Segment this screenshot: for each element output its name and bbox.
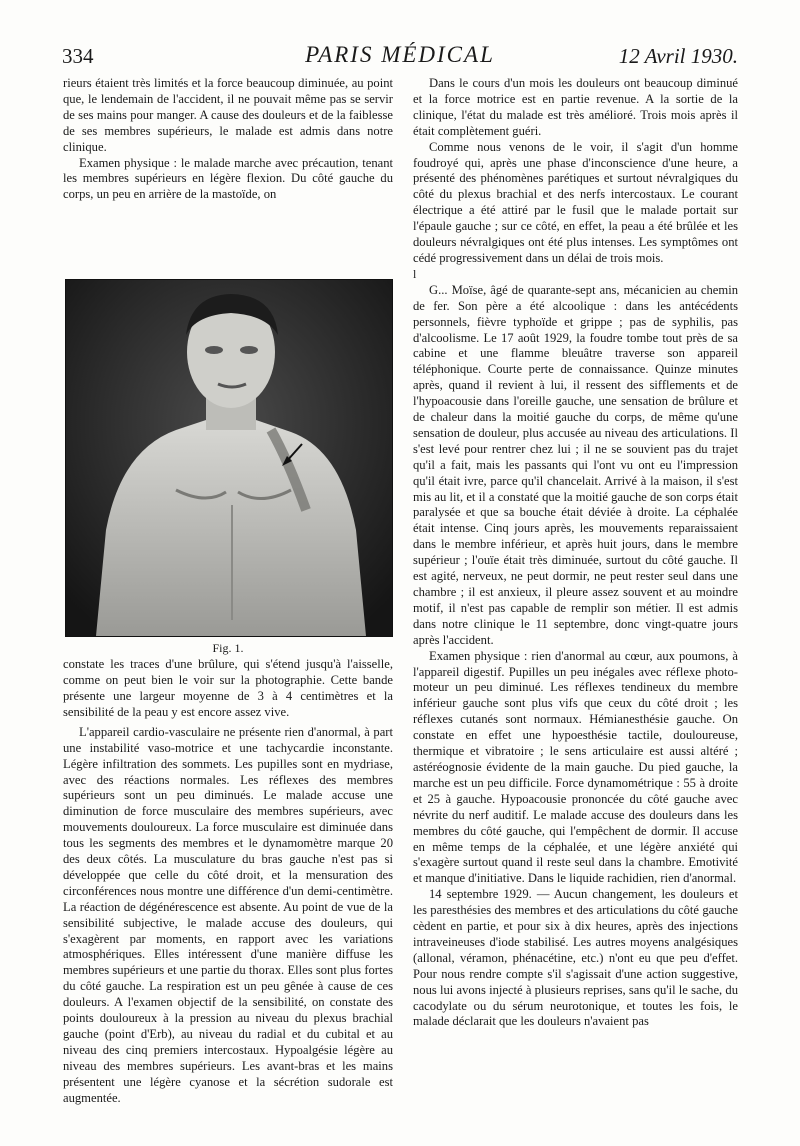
page-header [62,42,738,76]
left-column [63,76,393,1107]
paragraph: L'appareil cardio-vasculaire ne présente rien d'anormal, à part une instabilité vaso-motrice et une tachycardie inconstante. Légère infiltration des sommets. Les pupilles sont en mydriase, avec des réactions normales. Les réflexes des membres supérieurs sont un peu diminués. Le malade accuse une diminution de force musculaire des membres supérieurs, avec mouvements douloureux. La force musculaire est diminuée dans tous les segments des membres et le dynamomètre marque 20 des deux côtés. La musculature du bras gauche n'est pas si développée que celle du côté droit, et la mensuration des circonférences nous montre une différence d'un demi-centimètre. La réaction de dégénérescence est absente. Au point de vue de la sensibilité subjective, le malade accuse des douleurs, qui s'exagèrent par moments, en rapport avec les variations atmosphériques. Elles intéressent d'une manière diffuse les membres supérieurs et une partie du thorax. Elles sont plus fortes du côté gauche. La respiration est un peu gênée à cause de ces douleurs. A l'examen objectif de la sensibilité, on constate des points douloureux à la pression au niveau du plexus brachial gauche (point d'Erb), au niveau du radial et du cubital et au niveau des cinq premiers intercostaux. Hypoalgésie légère au niveau des membres supérieurs. Les avant-bras et les mains présentent une légère cyanose et la sécrétion sudorale est augmentée. [63,724,393,1105]
paragraph: Dans le cours d'un mois les douleurs ont beaucoup diminué et la force motrice est en partie revenue. A la sortie de la clinique, l'état du malade est très amélioré. Trois mois après il était complètement guéri. [413,76,738,138]
paragraph: Comme nous venons de le voir, il s'agit d'un homme foudroyé qui, après une phase d'inconscience d'une heure, a présenté des phénomènes parétiques et surtout névralgiques du côté du plexus brachial et des nerfs intercostaux. Le courant électrique a été attiré par le fusil que le malade portait sur l'épaule gauche ; sur ce côté, en effet, la peau a été brûlée et les douleurs névralgiques ont été plus intenses. Les symptômes ont cédé progressivement dans un délai de trois mois. [413,139,738,265]
patient-photograph [65,279,393,637]
issue-date: 12 Avril 1930. [618,44,738,68]
paragraph: rieurs étaient très limités et la force beaucoup diminuée, au point que, le lendemain de l'accident, il ne pouvait même pas se servir de ses mains pour manger. A cause des douleurs et de la faiblesse de ses membres supérieurs, le malade est admis dans notre clinique. [63,76,393,154]
stray-mark: l [413,266,417,281]
right-column [413,76,738,1030]
paragraph: 14 septembre 1929. — Aucun changement, les douleurs et les paresthésies des membres et des articulations du côté gauche cèdent en partie, et pour six à dix heures, après des injections intraveineuses d'iode stabilisé. Les autres moyens analgésiques (allonal, véramon, phénacétine, etc.) n'ont eu que peu d'effet. Pour nous rendre compte s'il s'agissait d'une action suggestive, nous lui avons injecté à plusieurs reprises, sans qu'il le sache, du cacodylate ou du sérum neurotonique, et toutes les fois, le malade déclarait que les douleurs n'avaient pas [413,887,738,1029]
paragraph: Examen physique : le malade marche avec précaution, tenant les membres supérieurs en légère flexion. Du côté gauche du corps, un peu en arrière de la mastoïde, on [63,155,393,202]
figure-caption: Fig. 1. [212,641,244,656]
case-report-paragraph: G... Moïse, âgé de quarante-sept ans, mécanicien au chemin de fer. Son père a été alcoolique : dans les antécédents personnels, fièvre typhoïde et grippe ; pas de syphilis, pas d'alcoolisme. Le 17 août 1929, la foudre tombe tout près de sa cabine et une flamme bleuâtre traverse son appareil téléphonique. Courte perte de connaissance. Quinze minutes après, quand il revient à lui, il ressent des sifflements et de l'hypoacousie dans l'oreille gauche, une sensation de brûlure et de chaleur dans la moitié gauche du corps, de même qu'une sensation de douleur, plus accusée au niveau des articulations. Il s'est levé pour rentrer chez lui ; il ne se souvient pas du trajet qu'il a fait, mais les passants qui l'ont vu ont eu l'impression qu'il était ivre, parce qu'il chancelait. Arrivé à la maison, il s'est mis au lit, et il a constaté que la moitié gauche de son corps était paralysée et que sa bouche était déviée à droite. La céphalée était intense. Cinq jours après, les mouvements reparaissaient dans le membre inférieur, et après huit jours, dans le membre supérieur ; l'ouïe était très diminuée, surtout du côté gauche. Il est agité, nerveux, ne peut dormir, ne peut rester seul dans une chambre ; il est anxieux, il pleure assez souvent et au moindre motif, il n'est pas capable de remplir son métier. Il est admis dans notre clinique le 11 septembre, donc vingt-quatre jours après l'accident. [413,282,738,647]
paragraph: Examen physique : rien d'anormal au cœur, aux poumons, à l'appareil digestif. Pupilles un peu inégales avec réflexe photo-moteur un peu diminué. Les réflexes tendineux du membre inférieur gauche sont plus vifs que ceux du côté droit ; les réflexes cutanés sont normaux. Hémianesthésie gauche. On constate en effet une hypoesthésie tactile, douloureuse, thermique et vibratoire ; le sens articulaire est aussi altéré ; astéréognosie évidente de la main gauche. Du pied gauche, la marche est un peu difficile. Force dynamométrique : 55 à droite et 25 à gauche. Hypoacousie prononcée du côté gauche avec névrite du nerf auditif. Le malade accuse des douleurs dans les membres du côté gauche, qui l'empêchent de dormir. Il accuse en même temps de la céphalée, et une légère anxiété qui s'exagère surtout quand il reste seul dans la chambre. Emotivité et manque d'initiative. Dans le liquide rachidien, rien d'anormal. [413,648,738,886]
journal-title: PARIS MÉDICAL [305,42,495,67]
photograph-illustration [66,280,392,636]
paragraph: constate les traces d'une brûlure, qui s'étend jusqu'à l'aisselle, comme on peut bien le voir sur la photographie. Cette bande présente une largeur moyenne de 3 à 4 centimètres et la sensibilité de la peau y est encore assez vive. [63,657,393,719]
page-number: 334 [62,44,94,68]
